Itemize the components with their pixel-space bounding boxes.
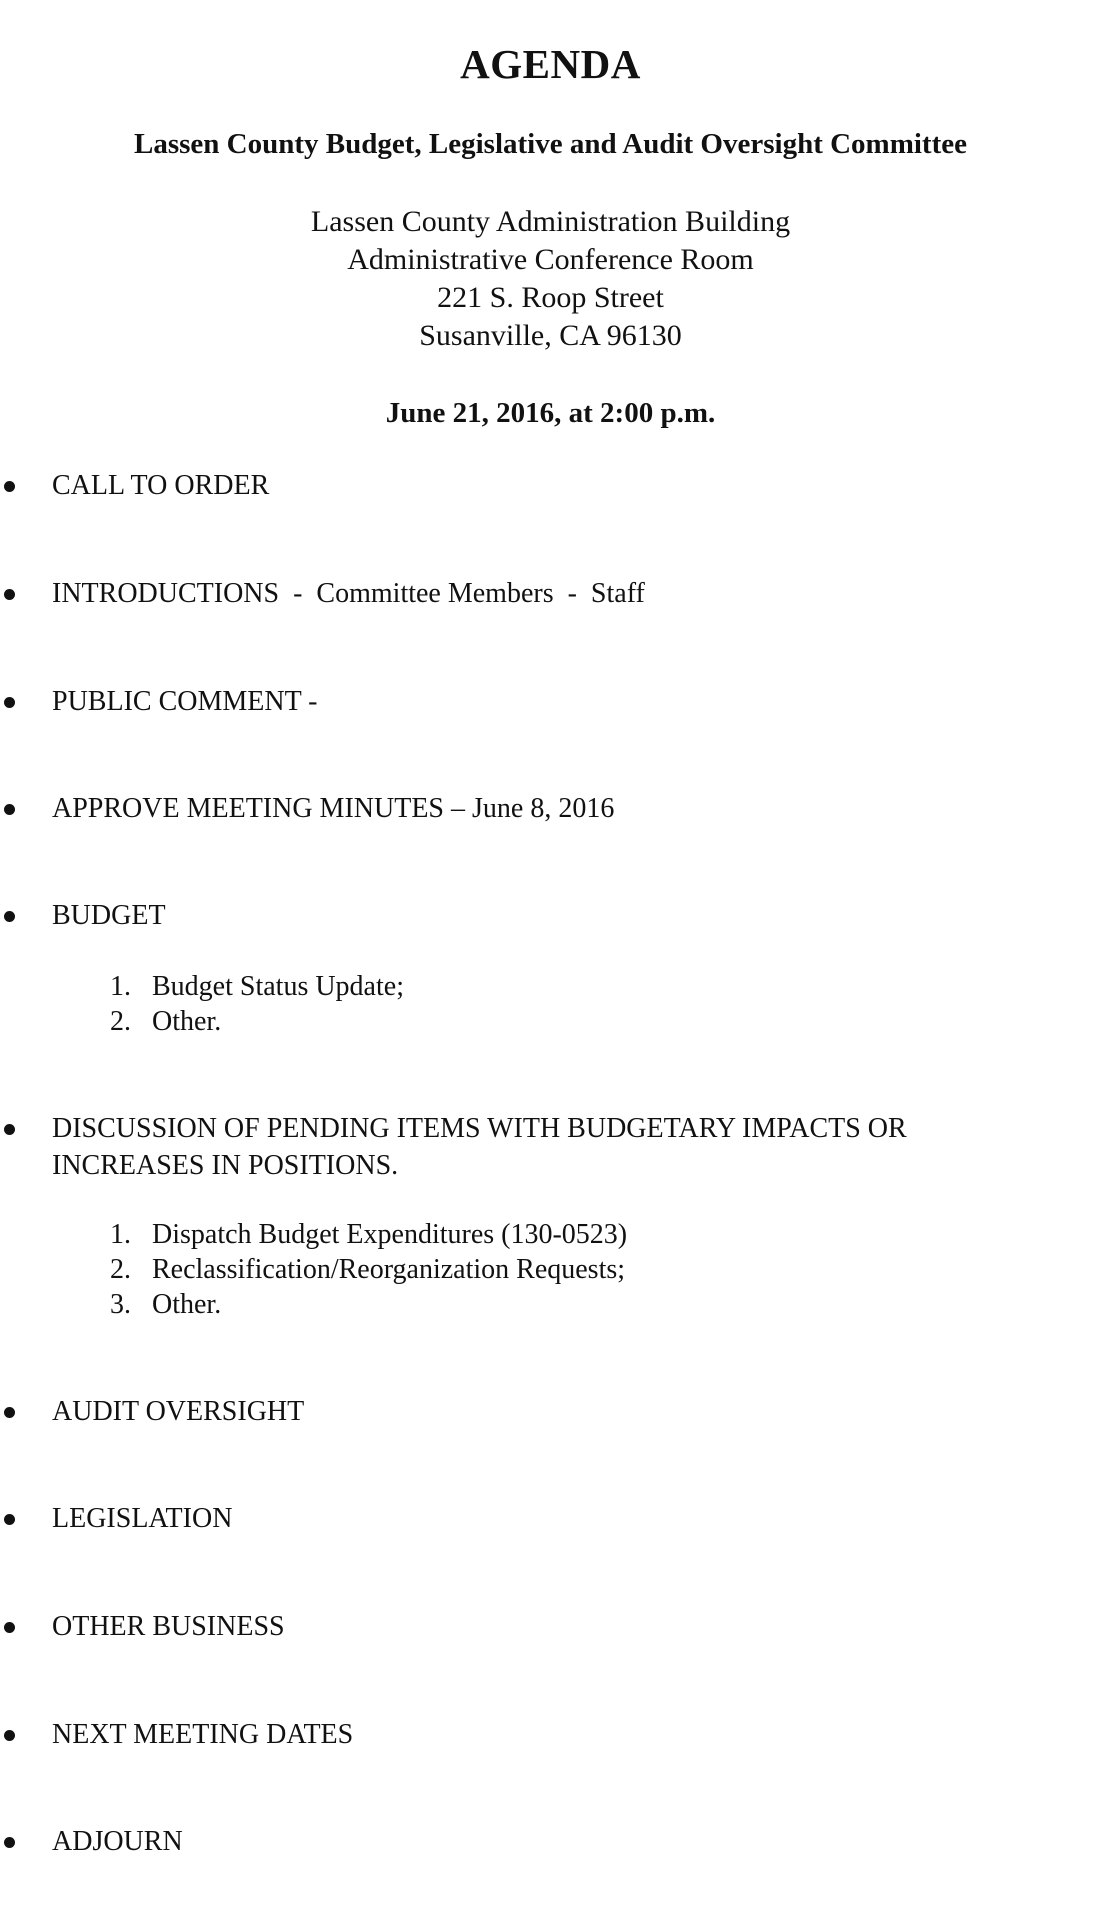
agenda-item-label: CALL TO ORDER (52, 470, 270, 501)
agenda-item-label: ADJOURN (52, 1826, 183, 1857)
bullet-icon (4, 1622, 15, 1633)
agenda-item-label: NEXT MEETING DATES (52, 1719, 354, 1750)
agenda-item-label: AUDIT OVERSIGHT (52, 1396, 305, 1427)
subitem-text: Dispatch Budget Expenditures (130-0523) (152, 1219, 628, 1250)
agenda-item-label: DISCUSSION OF PENDING ITEMS WITH BUDGETARY IMPACTS OR INCREASES IN POSITIONS. (52, 1113, 914, 1181)
bullet-icon (4, 481, 15, 492)
address-line-street: 221 S. Roop Street (437, 281, 664, 314)
subitem-number: 1. (110, 971, 131, 1002)
subitem-text: Reclassification/Reorganization Requests; (152, 1254, 626, 1285)
meeting-address (0, 203, 1101, 355)
bullet-icon (4, 911, 15, 922)
bullet-icon (4, 1837, 15, 1848)
agenda-item-label: BUDGET (52, 900, 166, 931)
subitem-number: 2. (110, 1006, 131, 1037)
subitem-number: 2. (110, 1254, 131, 1285)
address-line-room: Administrative Conference Room (347, 243, 754, 276)
subitem-number: 1. (110, 1219, 131, 1250)
bullet-icon (4, 1730, 15, 1741)
subitem-text: Other. (152, 1006, 222, 1037)
agenda-item-label: LEGISLATION (52, 1503, 233, 1534)
agenda-item-label: APPROVE MEETING MINUTES – June 8, 2016 (52, 793, 615, 824)
bullet-icon (4, 1407, 15, 1418)
bullet-icon (4, 697, 15, 708)
committee-name: Lassen County Budget, Legislative and Audit Oversight Committee (134, 128, 967, 160)
subitem-text: Budget Status Update; (152, 971, 404, 1002)
agenda-item-label: OTHER BUSINESS (52, 1611, 285, 1642)
subitem-text: Other. (152, 1289, 222, 1320)
bullet-icon (4, 589, 15, 600)
meeting-date: June 21, 2016, at 2:00 p.m. (385, 397, 716, 429)
address-line-building: Lassen County Administration Building (310, 205, 791, 238)
agenda-item-label: INTRODUCTIONS - Committee Members - Staff (52, 578, 645, 609)
subitem-number: 3. (110, 1289, 131, 1320)
agenda-item-label: PUBLIC COMMENT - (52, 686, 318, 717)
bullet-icon (4, 1124, 15, 1135)
bullet-icon (4, 1514, 15, 1525)
page-title: AGENDA (460, 41, 641, 87)
address-line-city: Susanville, CA 96130 (419, 319, 682, 352)
bullet-icon (4, 804, 15, 815)
